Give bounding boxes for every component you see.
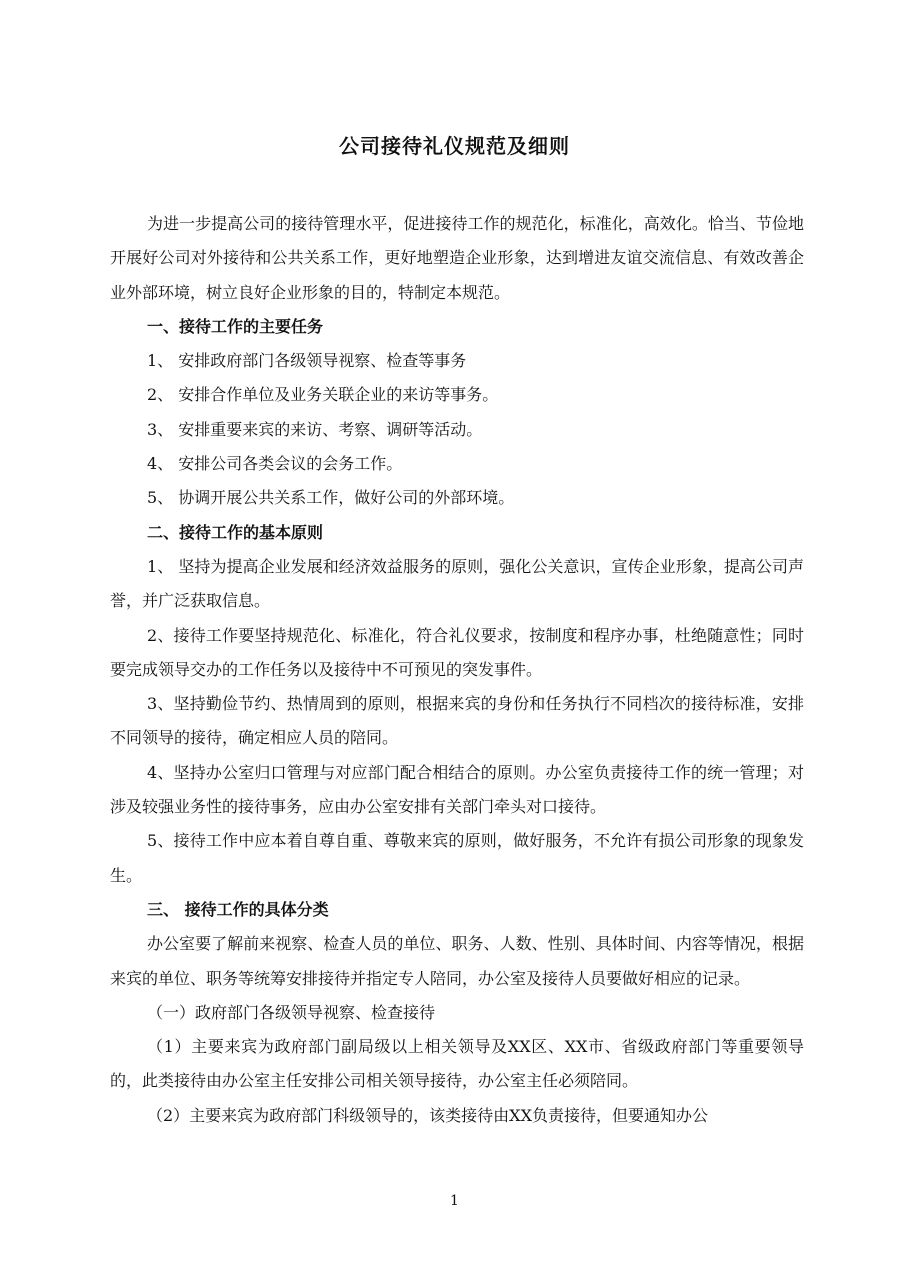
- list-item: 1、 安排政府部门各级领导视察、检查等事务: [147, 351, 467, 371]
- document-body: [110, 207, 804, 1133]
- page-number: 1: [450, 1193, 459, 1209]
- section-heading-3: 三、 接待工作的具体分类: [147, 899, 329, 919]
- list-item: 5、接待工作中应本着自尊自重、尊敬来宾的原则，做好服务，不允许有损公司形象的现象发生。: [110, 831, 804, 885]
- intro-paragraph: 为进一步提高公司的接待管理水平，促进接待工作的规范化，标准化，高效化。恰当、节俭地开展好公司对外接待和公共关系工作，更好地塑造企业形象，达到增进友谊交流信息、有效改善企业外部环境，树立良好企业形象的目的，特制定本规范。: [110, 214, 804, 302]
- list-item: 2、 安排合作单位及业务关联企业的来访等事务。: [147, 385, 499, 405]
- subsection-heading: （一）政府部门各级领导视察、检查接待: [147, 1002, 436, 1022]
- list-item: 3、 安排重要来宾的来访、考察、调研等活动。: [147, 419, 483, 439]
- list-item: 1、 坚持为提高企业发展和经济效益服务的原则，强化公关意识，宣传企业形象，提高公司声誉，并广泛获取信息。: [110, 556, 804, 611]
- list-item: 3、坚持勤俭节约、热情周到的原则，根据来宾的身份和任务执行不同档次的接待标准，安排不同领导的接待，确定相应人员的陪同。: [110, 694, 804, 748]
- list-item: 4、坚持办公室归口管理与对应部门配合相结合的原则。办公室负责接待工作的统一管理；对涉及较强业务性的接待事务，应由办公室安排有关部门牵头对口接待。: [110, 762, 804, 817]
- list-item: 4、 安排公司各类会议的会务工作。: [147, 454, 403, 474]
- document-title: 公司接待礼仪规范及细则: [339, 134, 570, 158]
- section-heading-1: 一、接待工作的主要任务: [147, 316, 324, 336]
- list-item: 5、 协调开展公共关系工作，做好公司的外部环境。: [147, 488, 515, 508]
- list-item: （1）主要来宾为政府部门副局级以上相关领导及XX区、XX市、省级政府部门等重要领导的，此类接待由办公室主任安排公司相关领导接待，办公室主任必须陪同。: [110, 1037, 804, 1091]
- section-heading-2: 二、接待工作的基本原则: [147, 522, 324, 542]
- list-item: 2、接待工作要坚持规范化、标准化，符合礼仪要求，按制度和程序办事，杜绝随意性；同时要完成领导交办的工作任务以及接待中不可预见的突发事件。: [110, 625, 804, 679]
- section-intro-paragraph: 办公室要了解前来视察、检查人员的单位、职务、人数、性别、具体时间、内容等情况，根据来宾的单位、职务等统筹安排接待并指定专人陪同，办公室及接待人员要做好相应的记录。: [110, 934, 804, 988]
- list-item: （2）主要来宾为政府部门科级领导的，该类接待由XX负责接待，但要通知办公: [147, 1105, 708, 1125]
